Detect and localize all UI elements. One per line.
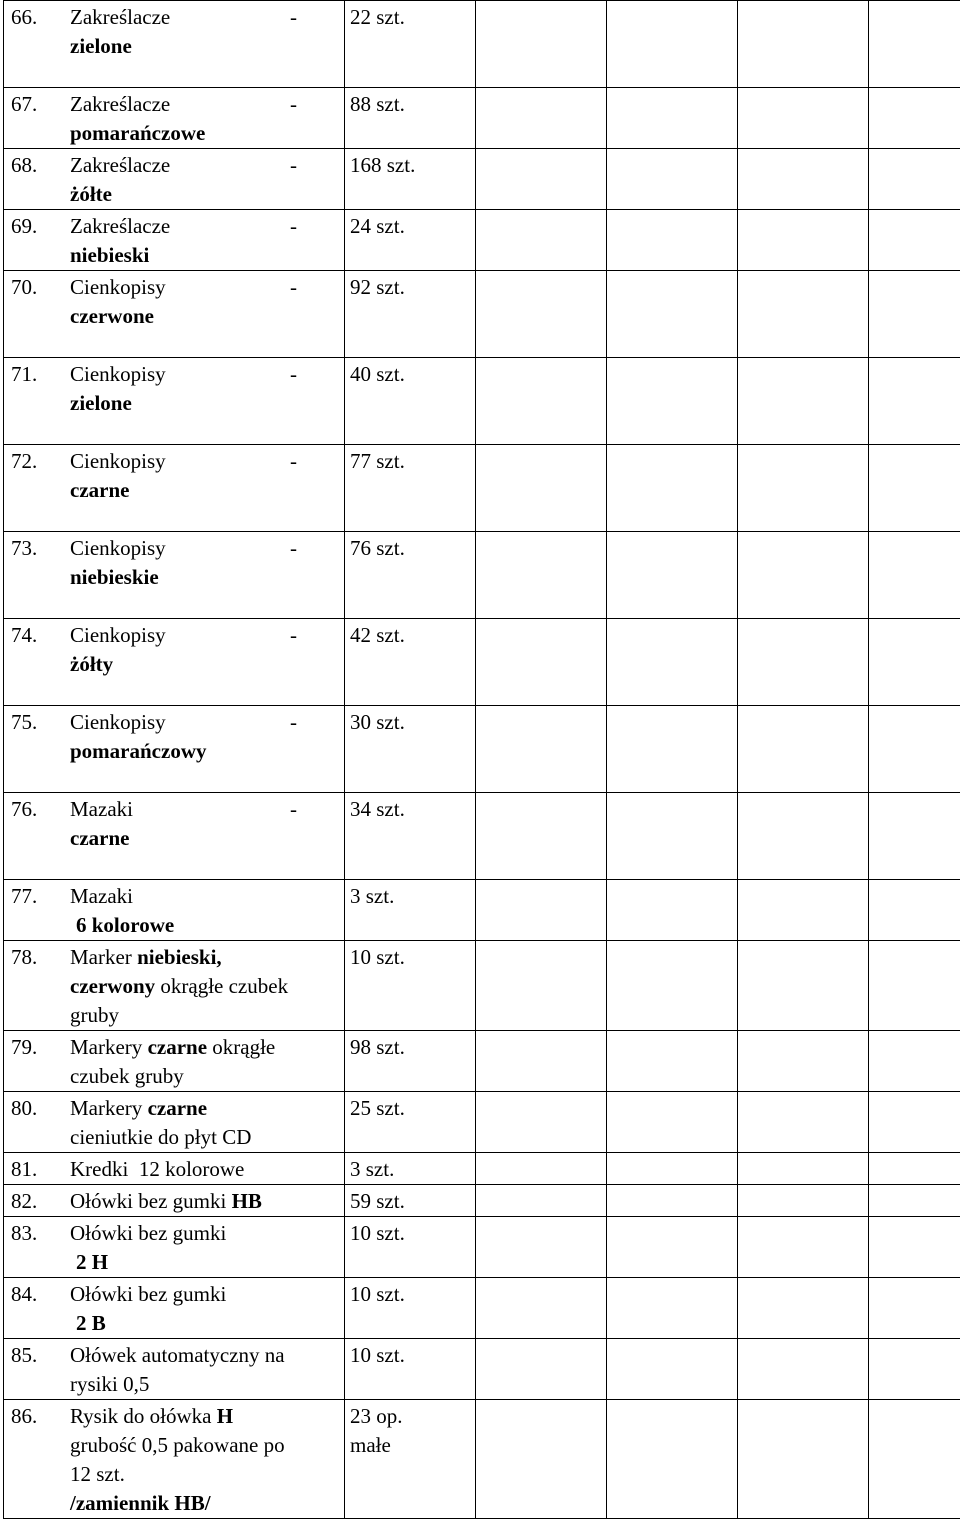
table-row [4,880,960,941]
item-name-line1: Mazaki [70,795,338,824]
item-name-line1 [70,1033,338,1062]
item-name-line2: czubek gruby [70,1062,338,1091]
item-description [4,1400,345,1519]
empty-cell [476,1092,607,1153]
item-dash: - [290,90,297,119]
empty-cell [738,1153,869,1185]
empty-cell [476,88,607,149]
empty-cell [869,1153,960,1185]
item-name-line1 [70,1094,338,1123]
empty-cell [738,1339,869,1400]
empty-cell [476,271,607,358]
empty-cell [476,149,607,210]
item-quantity: 76 szt. [345,532,476,619]
item-quantity: 30 szt. [345,706,476,793]
item-number: 66. [11,3,61,32]
table-row [4,706,960,793]
empty-cell [476,1400,607,1519]
empty-cell [869,941,960,1031]
item-quantity: 98 szt. [345,1031,476,1092]
item-quantity: 10 szt. [345,1217,476,1278]
item-number: 73. [11,534,61,563]
item-name-line2: żółty [70,650,338,679]
item-quantity: 77 szt. [345,445,476,532]
empty-cell [607,1092,738,1153]
table-row [4,358,960,445]
empty-cell [607,1278,738,1339]
item-dash: - [290,273,297,302]
empty-cell [869,1185,960,1217]
item-name-line2: czarne [70,824,338,853]
item-description [4,88,345,149]
empty-cell [607,880,738,941]
empty-cell [738,1217,869,1278]
table-row [4,1031,960,1092]
item-number: 85. [11,1341,61,1370]
empty-cell [607,1339,738,1400]
table-row [4,1,960,88]
empty-cell [869,793,960,880]
item-quantity: 34 szt. [345,793,476,880]
empty-cell [869,210,960,271]
empty-cell [738,210,869,271]
item-number: 71. [11,360,61,389]
empty-cell [869,1217,960,1278]
item-name-line1: Cienkopisy [70,447,338,476]
empty-cell [476,1,607,88]
empty-cell [607,445,738,532]
item-name-line1: Kredki 12 kolorowe [70,1155,338,1184]
item-quantity: 10 szt. [345,941,476,1031]
item-name-line2: niebieskie [70,563,338,592]
item-description [4,1339,345,1400]
item-quantity: 42 szt. [345,619,476,706]
item-name-line1: Ołówki bez gumki [70,1280,338,1309]
item-number: 74. [11,621,61,650]
item-name-line1 [70,1402,338,1431]
empty-cell [738,1400,869,1519]
empty-cell [869,706,960,793]
empty-cell [738,1185,869,1217]
item-text-bold: czerwony [70,974,155,998]
empty-cell [738,1092,869,1153]
item-number: 82. [11,1187,61,1216]
empty-cell [476,1217,607,1278]
item-quantity: 3 szt. [345,1153,476,1185]
empty-cell [607,210,738,271]
empty-cell [607,1217,738,1278]
item-name-line2: 2 H [70,1248,338,1277]
item-name-line2: czarne [70,476,338,505]
item-text-bold: HB [232,1189,262,1213]
item-name-line1: Zakreślacze [70,3,338,32]
empty-cell [869,1339,960,1400]
item-number: 83. [11,1219,61,1248]
item-description [4,706,345,793]
item-name-line1 [70,943,338,972]
item-dash: - [290,708,297,737]
empty-cell [738,88,869,149]
empty-cell [738,532,869,619]
item-number: 78. [11,943,61,972]
item-description [4,1153,345,1185]
item-description [4,271,345,358]
empty-cell [607,793,738,880]
item-name-line2: grubość 0,5 pakowane po [70,1431,338,1460]
table-row [4,1217,960,1278]
empty-cell [607,271,738,358]
empty-cell [869,445,960,532]
empty-cell [476,1031,607,1092]
empty-cell [869,619,960,706]
item-quantity: 25 szt. [345,1092,476,1153]
empty-cell [476,880,607,941]
item-name-line2: żółte [70,180,338,209]
empty-cell [607,941,738,1031]
empty-cell [738,880,869,941]
item-name-line1: Cienkopisy [70,621,338,650]
empty-cell [476,1153,607,1185]
item-name-line2: zielone [70,389,338,418]
item-description [4,358,345,445]
table-row [4,445,960,532]
empty-cell [869,1400,960,1519]
empty-cell [738,358,869,445]
table-row [4,793,960,880]
item-number: 67. [11,90,61,119]
item-quantity: 24 szt. [345,210,476,271]
empty-cell [476,941,607,1031]
item-text: okrągłe czubek [155,974,288,998]
item-quantity: 59 szt. [345,1185,476,1217]
empty-cell [869,271,960,358]
empty-cell [738,271,869,358]
item-dash: - [290,795,297,824]
empty-cell [869,1031,960,1092]
item-dash: - [290,360,297,389]
item-description [4,941,345,1031]
table-row [4,88,960,149]
item-name-line2 [70,972,338,1001]
empty-cell [738,941,869,1031]
item-dash: - [290,3,297,32]
item-description [4,1031,345,1092]
item-number: 81. [11,1155,61,1184]
item-name-line2: pomarańczowy [70,737,338,766]
item-name-line1: Zakreślacze [70,212,338,241]
item-dash: - [290,212,297,241]
empty-cell [476,1278,607,1339]
empty-cell [738,706,869,793]
empty-cell [869,880,960,941]
item-dash: - [290,151,297,180]
item-text: Rysik do ołówka [70,1404,217,1428]
item-number: 79. [11,1033,61,1062]
item-quantity [345,1400,476,1519]
item-name-line2: niebieski [70,241,338,270]
item-description [4,1278,345,1339]
item-name-line1: Cienkopisy [70,708,338,737]
item-number: 69. [11,212,61,241]
item-number: 86. [11,1402,61,1431]
item-dash: - [290,447,297,476]
empty-cell [869,149,960,210]
empty-cell [476,445,607,532]
empty-cell [869,1278,960,1339]
item-number: 70. [11,273,61,302]
item-name-line4: /zamiennik HB/ [70,1489,338,1518]
table-row [4,1278,960,1339]
item-name-line2: czerwone [70,302,338,331]
empty-cell [607,1031,738,1092]
item-name-line2: 2 B [70,1309,338,1338]
item-description [4,445,345,532]
empty-cell [738,445,869,532]
item-quantity: 10 szt. [345,1278,476,1339]
item-name-line2: 6 kolorowe [70,911,338,940]
item-name-line1: Cienkopisy [70,534,338,563]
item-number: 75. [11,708,61,737]
item-quantity-line1: 23 op. [350,1402,475,1431]
empty-cell [476,1339,607,1400]
item-description [4,1,345,88]
item-name-line3: 12 szt. [70,1460,338,1489]
empty-cell [738,1031,869,1092]
item-description [4,1217,345,1278]
item-quantity: 168 szt. [345,149,476,210]
item-name-line2: zielone [70,32,338,61]
item-quantity-line2: małe [350,1431,475,1460]
item-name-line2: cieniutkie do płyt CD [70,1123,338,1152]
item-text: Ołówki bez gumki [70,1189,232,1213]
table-row [4,619,960,706]
empty-cell [738,619,869,706]
item-number: 76. [11,795,61,824]
item-description [4,619,345,706]
empty-cell [738,1278,869,1339]
table-row [4,1400,960,1519]
item-quantity: 22 szt. [345,1,476,88]
table-row [4,1339,960,1400]
empty-cell [869,88,960,149]
empty-cell [607,1185,738,1217]
table-row [4,271,960,358]
item-description [4,532,345,619]
item-quantity: 88 szt. [345,88,476,149]
item-name-line1: Ołówki bez gumki [70,1219,338,1248]
item-number: 84. [11,1280,61,1309]
table-row [4,1185,960,1217]
empty-cell [607,619,738,706]
item-description [4,880,345,941]
empty-cell [607,149,738,210]
empty-cell [476,532,607,619]
empty-cell [869,532,960,619]
item-text-bold: czarne [148,1035,207,1059]
empty-cell [607,532,738,619]
empty-cell [738,793,869,880]
empty-cell [607,1153,738,1185]
empty-cell [476,706,607,793]
table-row [4,149,960,210]
table-row [4,941,960,1031]
empty-cell [607,1,738,88]
item-quantity: 3 szt. [345,880,476,941]
empty-cell [476,210,607,271]
items-table [3,0,960,1519]
item-text-bold: niebieski, [137,945,222,969]
item-quantity: 92 szt. [345,271,476,358]
empty-cell [869,1092,960,1153]
item-name-line2: pomarańczowe [70,119,338,148]
empty-cell [476,1185,607,1217]
item-name-line1: Cienkopisy [70,273,338,302]
item-quantity: 10 szt. [345,1339,476,1400]
item-number: 72. [11,447,61,476]
item-text-bold: H [217,1404,233,1428]
item-description [4,1185,345,1217]
empty-cell [476,793,607,880]
table-row [4,210,960,271]
empty-cell [476,358,607,445]
item-name-line2: rysiki 0,5 [70,1370,338,1399]
table-row [4,1092,960,1153]
item-description [4,149,345,210]
item-text: Markery [70,1035,148,1059]
empty-cell [869,1,960,88]
empty-cell [607,1400,738,1519]
empty-cell [738,1,869,88]
item-name-line1: Mazaki [70,882,338,911]
table-row [4,532,960,619]
item-text-bold: czarne [148,1096,207,1120]
item-description [4,1092,345,1153]
item-dash: - [290,621,297,650]
item-name-line1: Zakreślacze [70,90,338,119]
item-number: 77. [11,882,61,911]
item-text: okrągłe [207,1035,275,1059]
empty-cell [738,149,869,210]
item-description [4,210,345,271]
item-name-line3: gruby [70,1001,338,1030]
item-name-line1: Zakreślacze [70,151,338,180]
item-name-line1 [70,1187,338,1216]
empty-cell [607,706,738,793]
item-name-line1: Cienkopisy [70,360,338,389]
item-description [4,793,345,880]
item-text: Marker [70,945,137,969]
item-number: 80. [11,1094,61,1123]
item-name-line1: Ołówek automatyczny na [70,1341,338,1370]
item-quantity: 40 szt. [345,358,476,445]
empty-cell [607,358,738,445]
item-text: Markery [70,1096,148,1120]
table-row [4,1153,960,1185]
item-dash: - [290,534,297,563]
empty-cell [476,619,607,706]
item-number: 68. [11,151,61,180]
empty-cell [869,358,960,445]
empty-cell [607,88,738,149]
